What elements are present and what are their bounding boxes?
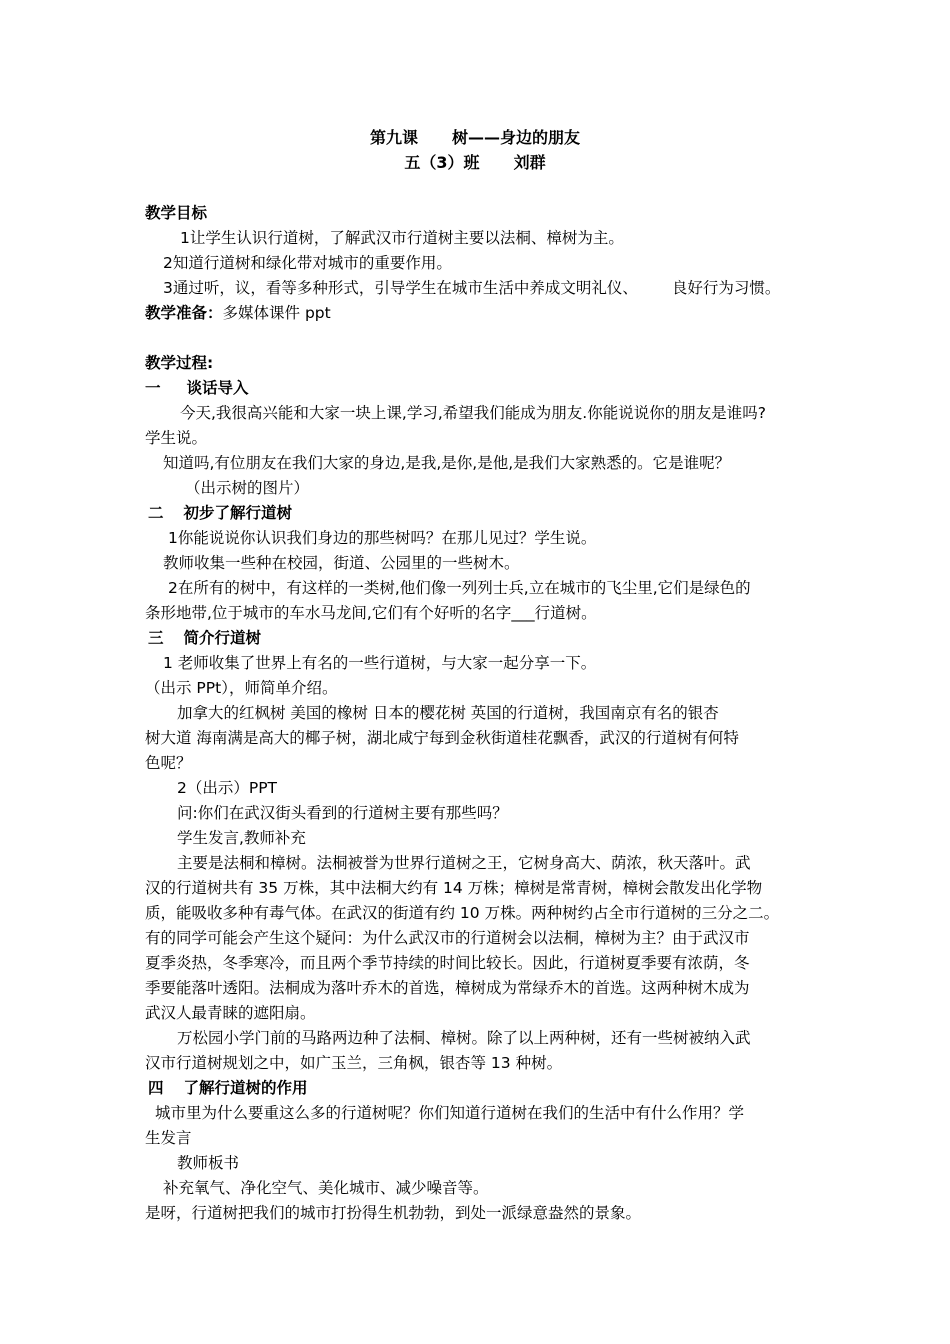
goal-item <box>163 277 780 299</box>
prep-value: 多媒体课件 ppt <box>222 304 331 322</box>
body-line: 夏季炎热，冬季寒冷，而且两个季节持续的时间比较长。因此，行道树夏季要有浓荫，冬 <box>145 954 750 972</box>
body-line: （出示树的图片） <box>185 479 310 497</box>
teacher-name: 刘群 <box>513 153 546 172</box>
section-heading <box>148 627 261 649</box>
goal-item-part: 3通过听，议，看等多种形式，引导学生在城市生活中养成文明礼仪、 <box>163 279 638 297</box>
body-line: 主要是法桐和樟树。法桐被誉为世界行道树之王，它树身高大、荫浓，秋天落叶。武 <box>177 854 751 872</box>
body-line: 2（出示）PPT <box>177 779 278 797</box>
goal-item: 1让学生认识行道树，了解武汉市行道树主要以法桐、樟树为主。 <box>180 229 624 247</box>
section-heading <box>145 377 249 399</box>
section-title: 简介行道树 <box>183 629 262 647</box>
body-line: 季要能落叶透阳。法桐成为落叶乔木的首选，樟树成为常绿乔木的首选。这两种树木成为 <box>145 979 750 997</box>
body-line: 城市里为什么要重这么多的行道树呢？你们知道行道树在我们的生活中有什么作用？学 <box>155 1104 745 1122</box>
goal-item-part: 良好行为习惯。 <box>671 279 781 297</box>
section-heading <box>148 1077 308 1099</box>
section-number: 四 <box>148 1079 164 1097</box>
lesson-number: 第九课 <box>369 128 418 147</box>
class-teacher-line <box>0 152 950 174</box>
process-heading: 教学过程: <box>145 354 214 372</box>
body-line: 2在所有的树中，有这样的一类树,他们像一列列士兵,立在城市的飞尘里,它们是绿色的 <box>168 579 751 597</box>
class-name: 五（3）班 <box>404 153 480 172</box>
goals-heading: 教学目标 <box>145 204 208 222</box>
prep-line <box>145 302 331 324</box>
body-line: 学生发言,教师补充 <box>177 829 306 847</box>
goal-item: 2知道行道树和绿化带对城市的重要作用。 <box>163 254 452 272</box>
body-line: 是呀，行道树把我们的城市打扮得生机勃勃，到处一派绿意盎然的景象。 <box>145 1204 642 1222</box>
body-line: 教师板书 <box>177 1154 240 1172</box>
section-title: 谈话导入 <box>186 379 249 397</box>
section-title: 了解行道树的作用 <box>183 1079 308 1097</box>
body-line: 质，能吸收多种有毒气体。在武汉的街道有约 10 万株。两种树约占全市行道树的三分之二。 <box>145 904 780 922</box>
body-line: 教师收集一些种在校园，街道、公园里的一些树木。 <box>163 554 520 572</box>
lesson-title-line <box>0 127 950 149</box>
body-line: 加拿大的红枫树 美国的橡树 日本的樱花树 英国的行道树，我国南京有名的银杏 <box>177 704 719 722</box>
body-line: 生发言 <box>145 1129 192 1147</box>
body-line: 今天,我很高兴能和大家一块上课,学习,希望我们能成为朋友.你能说说你的朋友是谁吗? <box>180 404 766 422</box>
body-line: 有的同学可能会产生这个疑问：为什么武汉市的行道树会以法桐，樟树为主？由于武汉市 <box>145 929 750 947</box>
body-line: 补充氧气、净化空气、美化城市、减少噪音等。 <box>163 1179 489 1197</box>
section-title: 初步了解行道树 <box>183 504 293 522</box>
section-number: 一 <box>145 379 161 397</box>
body-line: 知道吗,有位朋友在我们大家的身边,是我,是你,是他,是我们大家熟悉的。它是谁呢？ <box>163 454 731 472</box>
body-line: 树大道 海南满是高大的椰子树，湖北咸宁每到金秋街道桂花飘香，武汉的行道树有何特 <box>145 729 739 747</box>
prep-label: 教学准备： <box>145 304 223 322</box>
section-number: 二 <box>148 504 164 522</box>
body-line: 1你能说说你认识我们身边的那些树吗？在那儿见过？学生说。 <box>168 529 597 547</box>
body-line: （出示 PPt），师简单介绍。 <box>145 679 338 697</box>
body-line: 1 老师收集了世界上有名的一些行道树，与大家一起分享一下。 <box>163 654 597 672</box>
body-line: 学生说。 <box>145 429 208 447</box>
body-line: 万松园小学门前的马路两边种了法桐、樟树。除了以上两种树，还有一些树被纳入武 <box>177 1029 751 1047</box>
body-line: 武汉人最青睐的遮阳扇。 <box>145 1004 316 1022</box>
section-heading <box>148 502 292 524</box>
body-line: 条形地带,位于城市的车水马龙间,它们有个好听的名字___行道树。 <box>145 604 597 622</box>
body-line: 问:你们在武汉街头看到的行道树主要有那些吗？ <box>177 804 508 822</box>
section-number: 三 <box>148 629 164 647</box>
body-line: 汉市行道树规划之中，如广玉兰，三角枫，银杏等 13 种树。 <box>145 1054 563 1072</box>
body-line: 汉的行道树共有 35 万株，其中法桐大约有 14 万株；樟树是常青树，樟树会散发出化学物 <box>145 879 763 897</box>
body-line: 色呢？ <box>145 754 192 772</box>
lesson-title: 树——身边的朋友 <box>452 128 581 147</box>
